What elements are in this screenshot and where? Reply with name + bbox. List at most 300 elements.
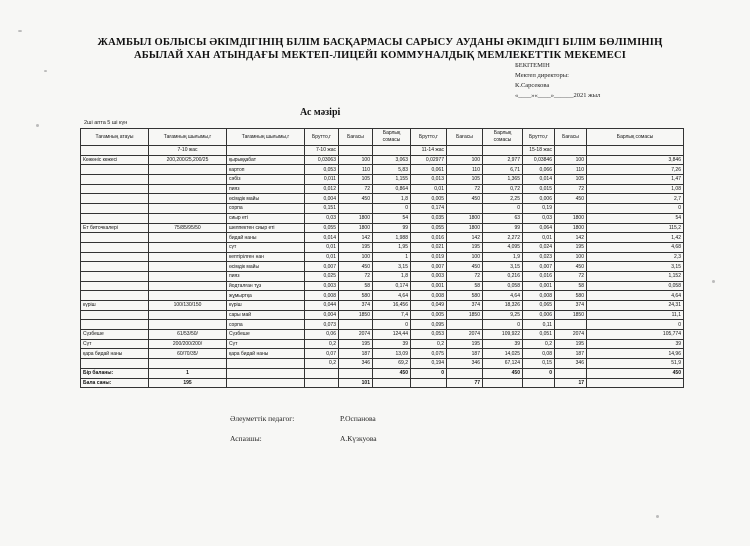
table-cell: 0,864: [373, 184, 411, 194]
table-cell: Бағасы: [339, 129, 373, 146]
table-cell: 0,023: [523, 252, 555, 262]
table-cell: 4,095: [483, 242, 523, 252]
table-cell: 0,061: [411, 165, 447, 175]
table-cell: 0,013: [411, 175, 447, 185]
table-cell: [81, 262, 149, 272]
table-cell: [149, 233, 227, 243]
table-cell: 0,174: [373, 281, 411, 291]
table-cell: 0,055: [411, 223, 447, 233]
menu-title: Ас мәзірі: [300, 107, 341, 118]
table-cell: 1,365: [483, 175, 523, 185]
table-cell: 2,3: [587, 252, 684, 262]
table-cell: 54: [373, 213, 411, 223]
table-cell: [555, 368, 587, 378]
table-cell: 9,25: [483, 310, 523, 320]
table-cell: 0,007: [523, 262, 555, 272]
table-cell: [373, 378, 411, 388]
table-cell: сәбіз: [227, 175, 305, 185]
table-cell: 0,015: [523, 184, 555, 194]
table-cell: [587, 146, 684, 156]
table-header-row: [81, 129, 684, 146]
org-header-line1: ЖАМБЫЛ ОБЛЫСЫ ӘКІМДІГІНІҢ БІЛІМ БАСҚАРМАСЫ САРЫСУ АУДАНЫ ӘКІМДІГІ БІЛІМ БӨЛІМІНІҢ: [97, 37, 663, 48]
table-cell: [149, 165, 227, 175]
table-cell: 58: [447, 281, 483, 291]
table-cell: 0,016: [411, 233, 447, 243]
table-cell: 346: [555, 359, 587, 369]
table-cell: 0,073: [305, 320, 339, 330]
table-cell: 0,151: [305, 204, 339, 214]
table-cell: пияз: [227, 184, 305, 194]
table-cell: [81, 213, 149, 223]
table-cell: 100/130/150: [149, 301, 227, 311]
table-cell: [149, 320, 227, 330]
table-row: [81, 310, 684, 320]
table-cell: 1: [373, 252, 411, 262]
table-cell: күріш: [227, 301, 305, 311]
table-cell: 11-14 жас: [411, 146, 447, 156]
table-cell: Сүзбеше: [227, 330, 305, 340]
table-cell: 374: [339, 301, 373, 311]
table-cell: [227, 368, 305, 378]
scan-speck: [656, 515, 659, 518]
table-cell: Барлық сомасы: [373, 129, 411, 146]
table-cell: 0,035: [411, 213, 447, 223]
table-cell: 99: [483, 223, 523, 233]
table-cell: 450: [447, 262, 483, 272]
table-cell: 5,83: [373, 165, 411, 175]
table-cell: қара бидай наны: [227, 349, 305, 359]
table-cell: 0,024: [523, 242, 555, 252]
table-cell: [339, 146, 373, 156]
table-cell: 4,64: [483, 291, 523, 301]
table-cell: 0,044: [305, 301, 339, 311]
table-cell: 0,174: [411, 204, 447, 214]
table-cell: жұмыртқа: [227, 291, 305, 301]
table-cell: 72: [339, 184, 373, 194]
table-cell: Көжөніс көжесі: [81, 155, 149, 165]
table-cell: 374: [447, 301, 483, 311]
table-cell: 1,155: [373, 175, 411, 185]
table-cell: йодталған тұз: [227, 281, 305, 291]
table-cell: 4,68: [587, 242, 684, 252]
table-cell: 0,003: [305, 281, 339, 291]
table-cell: Сүт: [81, 339, 149, 349]
table-cell: 0,11: [523, 320, 555, 330]
table-cell: 1: [149, 368, 227, 378]
table-row: [81, 262, 684, 272]
approval-date: «____»«____»______2021 жыл: [515, 92, 601, 99]
approval-stamp: БЕКІТЕМІН: [515, 62, 550, 69]
table-cell: қырыққабат: [227, 155, 305, 165]
table-cell: 72: [555, 271, 587, 281]
table-cell: 0,049: [411, 301, 447, 311]
table-cell: 3,063: [373, 155, 411, 165]
table-cell: өсімдік майы: [227, 262, 305, 272]
table-cell: 450: [555, 262, 587, 272]
table-cell: 0,07: [305, 349, 339, 359]
table-cell: 1800: [447, 223, 483, 233]
table-cell: Брутто,г: [523, 129, 555, 146]
table-cell: [149, 291, 227, 301]
table-cell: 346: [339, 359, 373, 369]
table-cell: 580: [555, 291, 587, 301]
table-cell: [555, 146, 587, 156]
pedagog-name: Р.Оспанова: [340, 414, 376, 423]
table-cell: 0,055: [305, 223, 339, 233]
table-cell: 51,9: [587, 359, 684, 369]
table-cell: [81, 165, 149, 175]
table-cell: 0,19: [523, 204, 555, 214]
table-cell: 0,004: [305, 194, 339, 204]
table-row: [81, 301, 684, 311]
table-row: [81, 349, 684, 359]
table-cell: Барлық сомасы: [483, 129, 523, 146]
table-cell: 200,200/25,200/25: [149, 155, 227, 165]
table-cell: Бала саны:: [81, 378, 149, 388]
table-cell: 124,44: [373, 330, 411, 340]
table-cell: [447, 146, 483, 156]
table-row: [81, 204, 684, 214]
table-cell: [149, 204, 227, 214]
table-cell: 0,03063: [305, 155, 339, 165]
table-cell: [447, 368, 483, 378]
table-cell: [555, 204, 587, 214]
table-cell: 3,15: [483, 262, 523, 272]
table-cell: [447, 320, 483, 330]
table-cell: 0,001: [523, 281, 555, 291]
table-cell: [149, 281, 227, 291]
table-cell: 60/70/35/: [149, 349, 227, 359]
table-cell: 142: [555, 233, 587, 243]
table-row: [81, 242, 684, 252]
scan-speck: [36, 124, 39, 127]
table-cell: 450: [483, 368, 523, 378]
table-cell: 110: [447, 165, 483, 175]
table-cell: 105: [339, 175, 373, 185]
table-cell: 580: [339, 291, 373, 301]
table-cell: 0,064: [523, 223, 555, 233]
table-cell: 7,26: [587, 165, 684, 175]
table-cell: 1850: [339, 310, 373, 320]
table-cell: сорпа: [227, 320, 305, 330]
table-cell: 75/85/95/50: [149, 223, 227, 233]
table-cell: 0,019: [411, 252, 447, 262]
table-cell: [81, 271, 149, 281]
table-cell: 2074: [447, 330, 483, 340]
table-cell: шелпектен сиыр еті: [227, 223, 305, 233]
table-cell: [373, 146, 411, 156]
table-cell: 105: [447, 175, 483, 185]
table-cell: 1,47: [587, 175, 684, 185]
table-cell: 101: [339, 378, 373, 388]
table-cell: 100: [555, 252, 587, 262]
table-cell: сүт: [227, 242, 305, 252]
table-cell: 3,846: [587, 155, 684, 165]
table-cell: пияз: [227, 271, 305, 281]
table-age-row: [81, 146, 684, 156]
table-cell: 0,06: [305, 330, 339, 340]
table-cell: 13,09: [373, 349, 411, 359]
table-row: [81, 165, 684, 175]
table-row: [81, 281, 684, 291]
table-cell: [523, 378, 555, 388]
table-cell: 0,016: [523, 271, 555, 281]
table-cell: 200/200/200/: [149, 339, 227, 349]
table-cell: 0,2: [305, 359, 339, 369]
table-cell: [81, 242, 149, 252]
table-cell: 1,9: [483, 252, 523, 262]
table-cell: 16,456: [373, 301, 411, 311]
table-cell: 187: [339, 349, 373, 359]
table-cell: Тағамның атауы: [81, 129, 149, 146]
table-cell: 58: [339, 281, 373, 291]
table-cell: 195: [555, 339, 587, 349]
table-cell: 2,977: [483, 155, 523, 165]
table-cell: 187: [555, 349, 587, 359]
approval-position: Мектеп директоры:: [515, 72, 569, 79]
table-cell: 1850: [555, 310, 587, 320]
table-cell: [81, 281, 149, 291]
table-cell: 0,007: [411, 262, 447, 272]
table-cell: 100: [339, 155, 373, 165]
table-cell: [149, 213, 227, 223]
table-cell: 450: [339, 262, 373, 272]
table-cell: 0,011: [305, 175, 339, 185]
table-row: [81, 233, 684, 243]
table-cell: 0,051: [523, 330, 555, 340]
table-cell: 0,014: [305, 233, 339, 243]
table-cell: [339, 320, 373, 330]
table-cell: 61/53/50/: [149, 330, 227, 340]
scan-speck: [712, 280, 715, 283]
table-row: [81, 175, 684, 185]
table-cell: 0: [523, 368, 555, 378]
table-cell: 195: [447, 242, 483, 252]
table-cell: [81, 252, 149, 262]
table-cell: Брутто,г: [305, 129, 339, 146]
table-cell: 100: [555, 155, 587, 165]
table-cell: [149, 194, 227, 204]
scan-speck: [44, 70, 47, 72]
table-cell: [81, 175, 149, 185]
table-cell: [227, 146, 305, 156]
table-cell: 374: [555, 301, 587, 311]
table-row: [81, 184, 684, 194]
table-cell: [81, 359, 149, 369]
table-cell: 0,03: [523, 213, 555, 223]
table-cell: [81, 233, 149, 243]
table-cell: 0,01: [523, 233, 555, 243]
table-cell: 0: [373, 204, 411, 214]
table-cell: 450: [587, 368, 684, 378]
table-cell: 0,004: [305, 310, 339, 320]
table-cell: 195: [339, 339, 373, 349]
table-cell: [149, 262, 227, 272]
table-cell: [305, 368, 339, 378]
table-cell: 0,053: [305, 165, 339, 175]
table-cell: [149, 271, 227, 281]
table-cell: 69,2: [373, 359, 411, 369]
table-cell: 77: [447, 378, 483, 388]
table-cell: [81, 320, 149, 330]
table-cell: 54: [587, 213, 684, 223]
table-cell: күріш: [81, 301, 149, 311]
table-cell: 0: [587, 204, 684, 214]
table-cell: 100: [447, 252, 483, 262]
table-cell: 0,01: [411, 184, 447, 194]
table-cell: 195: [339, 242, 373, 252]
table-row: [81, 291, 684, 301]
table-cell: 0,02977: [411, 155, 447, 165]
table-cell: 3,15: [587, 262, 684, 272]
table-cell: [81, 310, 149, 320]
table-cell: 0,216: [483, 271, 523, 281]
table-cell: 4,64: [587, 291, 684, 301]
table-summary-row: [81, 378, 684, 388]
table-cell: Ет биточкалері: [81, 223, 149, 233]
table-cell: 105,774: [587, 330, 684, 340]
table-cell: 110: [555, 165, 587, 175]
table-cell: 1800: [339, 213, 373, 223]
table-cell: 2,25: [483, 194, 523, 204]
table-cell: 1800: [447, 213, 483, 223]
table-cell: 187: [447, 349, 483, 359]
table-cell: сиыр еті: [227, 213, 305, 223]
table-row: [81, 155, 684, 165]
table-cell: 580: [447, 291, 483, 301]
table-cell: 450: [447, 194, 483, 204]
table-cell: 0,194: [411, 359, 447, 369]
table-cell: [339, 204, 373, 214]
table-cell: [149, 252, 227, 262]
table-cell: [339, 368, 373, 378]
table-cell: 4,64: [373, 291, 411, 301]
table-cell: 0,2: [411, 339, 447, 349]
table-row: [81, 359, 684, 369]
table-cell: 1,8: [373, 271, 411, 281]
table-cell: [81, 146, 149, 156]
table-cell: [81, 291, 149, 301]
table-cell: 72: [447, 271, 483, 281]
table-cell: [483, 146, 523, 156]
table-cell: 24,31: [587, 301, 684, 311]
table-cell: 0,058: [483, 281, 523, 291]
table-cell: 0,008: [523, 291, 555, 301]
table-cell: 0,006: [523, 194, 555, 204]
table-cell: 58: [555, 281, 587, 291]
table-cell: 105: [555, 175, 587, 185]
table-cell: бидай наны: [227, 233, 305, 243]
table-cell: 346: [447, 359, 483, 369]
table-cell: 110: [339, 165, 373, 175]
table-cell: 2,7: [587, 194, 684, 204]
table-cell: Бір баланы:: [81, 368, 149, 378]
table-cell: 17: [555, 378, 587, 388]
table-cell: [149, 175, 227, 185]
table-cell: 0,025: [305, 271, 339, 281]
table-cell: 1,42: [587, 233, 684, 243]
table-cell: [149, 310, 227, 320]
table-cell: 7-10 жас: [149, 146, 227, 156]
table-cell: 0,008: [411, 291, 447, 301]
table-cell: 14,025: [483, 349, 523, 359]
table-cell: 6,71: [483, 165, 523, 175]
table-cell: 0,08: [523, 349, 555, 359]
table-cell: 11,1: [587, 310, 684, 320]
table-cell: [149, 184, 227, 194]
table-cell: 1800: [555, 223, 587, 233]
table-cell: 1,95: [373, 242, 411, 252]
table-cell: [227, 359, 305, 369]
table-row: [81, 213, 684, 223]
table-cell: [447, 204, 483, 214]
approval-name: К.Сарсекова: [515, 82, 550, 89]
table-cell: 0,075: [411, 349, 447, 359]
table-row: [81, 330, 684, 340]
cook-label: Аспазшы:: [230, 434, 262, 443]
table-cell: 0,001: [411, 281, 447, 291]
table-cell: 100: [339, 252, 373, 262]
table-cell: 0,058: [587, 281, 684, 291]
table-cell: 0,005: [411, 194, 447, 204]
table-cell: 39: [373, 339, 411, 349]
table-cell: 67,124: [483, 359, 523, 369]
table-cell: 115,2: [587, 223, 684, 233]
table-cell: [555, 320, 587, 330]
table-cell: Бағасы: [447, 129, 483, 146]
table-cell: [227, 378, 305, 388]
table-cell: 7,4: [373, 310, 411, 320]
table-cell: 0,053: [411, 330, 447, 340]
menu-subtitle: 2ші апта 5 ші күн: [84, 120, 128, 126]
table-cell: 100: [447, 155, 483, 165]
table-cell: 0,03846: [523, 155, 555, 165]
table-cell: 0: [373, 320, 411, 330]
table-cell: 0,01: [305, 252, 339, 262]
table-cell: 0,003: [411, 271, 447, 281]
table-cell: 72: [339, 271, 373, 281]
table-cell: 0,03: [305, 213, 339, 223]
table-cell: Бағасы: [555, 129, 587, 146]
table-cell: [81, 194, 149, 204]
table-cell: 2074: [555, 330, 587, 340]
menu-table: [80, 128, 684, 388]
table-summary-row: [81, 368, 684, 378]
table-cell: 195: [149, 378, 227, 388]
table-cell: [149, 359, 227, 369]
table-cell: 0,2: [305, 339, 339, 349]
table-cell: [81, 204, 149, 214]
table-cell: 18,326: [483, 301, 523, 311]
table-cell: 142: [447, 233, 483, 243]
table-cell: [411, 378, 447, 388]
table-cell: Тағамның шығымы,г: [227, 129, 305, 146]
table-cell: 0,72: [483, 184, 523, 194]
table-cell: 450: [555, 194, 587, 204]
table-cell: 1800: [339, 223, 373, 233]
table-cell: 109,922: [483, 330, 523, 340]
table-row: [81, 339, 684, 349]
table-cell: кептірілген нан: [227, 252, 305, 262]
table-row: [81, 252, 684, 262]
table-cell: 0,007: [305, 262, 339, 272]
table-cell: 1800: [555, 213, 587, 223]
table-cell: 0,012: [305, 184, 339, 194]
table-cell: [483, 378, 523, 388]
table-cell: 7-10 жас: [305, 146, 339, 156]
table-cell: 99: [373, 223, 411, 233]
table-cell: 142: [339, 233, 373, 243]
